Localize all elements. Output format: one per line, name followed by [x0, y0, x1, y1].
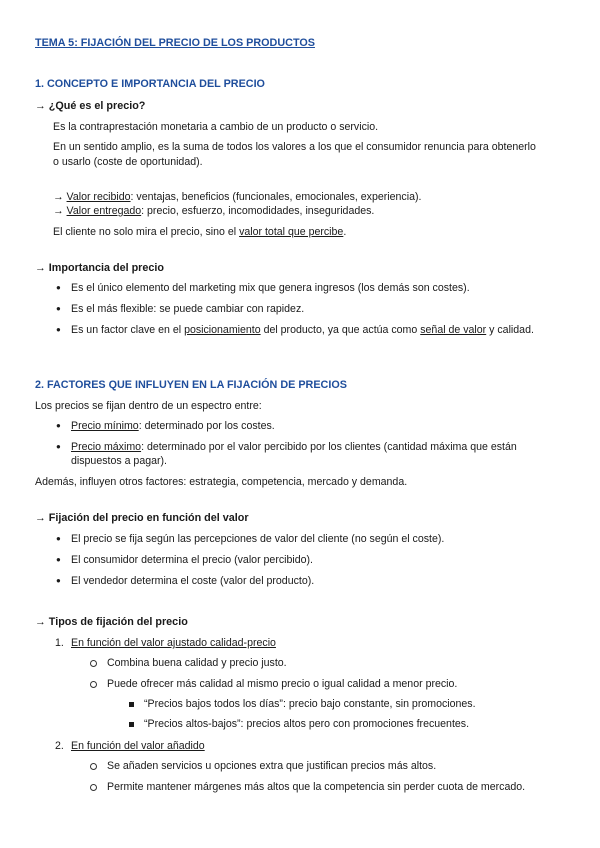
valor-recibido-line: [53, 190, 421, 204]
precio-maximo-cont: dispuestos a pagar).: [71, 455, 167, 467]
bullet-icon: ●: [56, 442, 61, 451]
valor-heading: → Fijación del precio en función del valor: [35, 512, 249, 524]
importancia-item-3: [71, 323, 534, 337]
cliente-text: El cliente no solo mira el precio, sino el: [53, 226, 240, 238]
valor-item-3: El vendedor determina el coste (valor del producto).: [71, 575, 315, 587]
circle-bullet-icon: [90, 763, 97, 770]
precio-maximo-item: [71, 440, 517, 454]
precio-minimo-item: [71, 419, 275, 433]
que-es-heading: → ¿Qué es el precio?: [35, 100, 146, 112]
section-1-heading: 1. CONCEPTO E IMPORTANCIA DEL PRECIO: [35, 78, 265, 90]
tipo-1-item-a: Combina buena calidad y precio justo.: [107, 657, 287, 669]
tipo-1-label: En función del valor ajustado calidad-precio: [71, 637, 276, 649]
cliente-end: .: [343, 226, 347, 238]
valor-recibido-text: : ventajas, beneficios (funcionales, emocionales, experiencia).: [130, 191, 422, 203]
senal-de-valor-term: señal de valor: [420, 324, 487, 336]
valor-entregado-text: : precio, esfuerzo, incomodidades, inseguridades.: [141, 205, 375, 217]
precio-maximo-text: : determinado por el valor percibido por los clientes (cantidad máxima que están: [141, 441, 517, 453]
posicionamiento-term: posicionamiento: [184, 324, 261, 336]
bullet-icon: ●: [56, 304, 61, 313]
valor-recibido-term: Valor recibido: [66, 191, 131, 203]
arrow-glyph: →: [53, 191, 67, 203]
precio-minimo-text: : determinado por los costes.: [138, 420, 275, 432]
tipo-2-label: En función del valor añadido: [71, 740, 205, 752]
imp3-end: y calidad.: [486, 324, 534, 336]
paragraph-broad-line2: o usarlo (coste de oportunidad).: [53, 156, 203, 168]
valor-item-2: El consumidor determina el precio (valor percibido).: [71, 554, 313, 566]
circle-bullet-icon: [90, 660, 97, 667]
imp3-mid: del producto, ya que actúa como: [260, 324, 421, 336]
list-number: 1.: [55, 637, 64, 649]
square-bullet-icon: [129, 702, 134, 707]
bullet-icon: ●: [56, 325, 61, 334]
list-number: 2.: [55, 740, 64, 752]
valor-item-1: El precio se fija según las percepciones de valor del cliente (no según el coste).: [71, 533, 445, 545]
tipo-2-item-b: Permite mantener márgenes más altos que la competencia sin perder cuota de mercado.: [107, 781, 526, 793]
importancia-item-2: Es el más flexible: se puede cambiar con rapidez.: [71, 303, 305, 315]
tipo-1-item-b: Puede ofrecer más calidad al mismo precio o igual calidad a menor precio.: [107, 678, 458, 690]
cliente-paragraph: [53, 225, 346, 239]
tipo-1-sub-2: “Precios altos-bajos”: precios altos pero con promociones frecuentes.: [144, 718, 470, 730]
tipo-1-sub-1: “Precios bajos todos los días”: precio bajo constante, sin promociones.: [144, 698, 476, 710]
importancia-item-1: Es el único elemento del marketing mix que genera ingresos (los demás son costes).: [71, 282, 470, 294]
bullet-icon: ●: [56, 534, 61, 543]
circle-bullet-icon: [90, 784, 97, 791]
valor-entregado-term: Valor entregado: [66, 205, 142, 217]
paragraph-definition: Es la contraprestación monetaria a cambio de un producto o servicio.: [53, 121, 379, 133]
espectro-intro: Los precios se fijan dentro de un espectro entre:: [35, 400, 262, 412]
section-2-heading: 2. FACTORES QUE INFLUYEN EN LA FIJACIÓN DE PRECIOS: [35, 379, 347, 391]
bullet-icon: ●: [56, 283, 61, 292]
valor-total-term: valor total que percibe: [239, 226, 344, 238]
precio-minimo-term: Precio mínimo: [71, 420, 139, 432]
bullet-icon: ●: [56, 421, 61, 430]
arrow-glyph: →: [53, 205, 67, 217]
circle-bullet-icon: [90, 681, 97, 688]
otros-factores: Además, influyen otros factores: estrategia, competencia, mercado y demanda.: [35, 476, 408, 488]
document-title: TEMA 5: FIJACIÓN DEL PRECIO DE LOS PRODUCTOS: [35, 37, 315, 49]
paragraph-broad-line1: En un sentido amplio, es la suma de todos los valores a los que el consumidor renuncia para obtenerlo: [53, 141, 536, 153]
imp3-text: Es un factor clave en el: [71, 324, 185, 336]
valor-entregado-line: [53, 204, 374, 218]
bullet-icon: ●: [56, 555, 61, 564]
square-bullet-icon: [129, 722, 134, 727]
tipo-2-item-a: Se añaden servicios u opciones extra que justifican precios más altos.: [107, 760, 437, 772]
importancia-heading: → Importancia del precio: [35, 262, 164, 274]
bullet-icon: ●: [56, 576, 61, 585]
tipos-heading: → Tipos de fijación del precio: [35, 616, 188, 628]
precio-maximo-term: Precio máximo: [71, 441, 142, 453]
